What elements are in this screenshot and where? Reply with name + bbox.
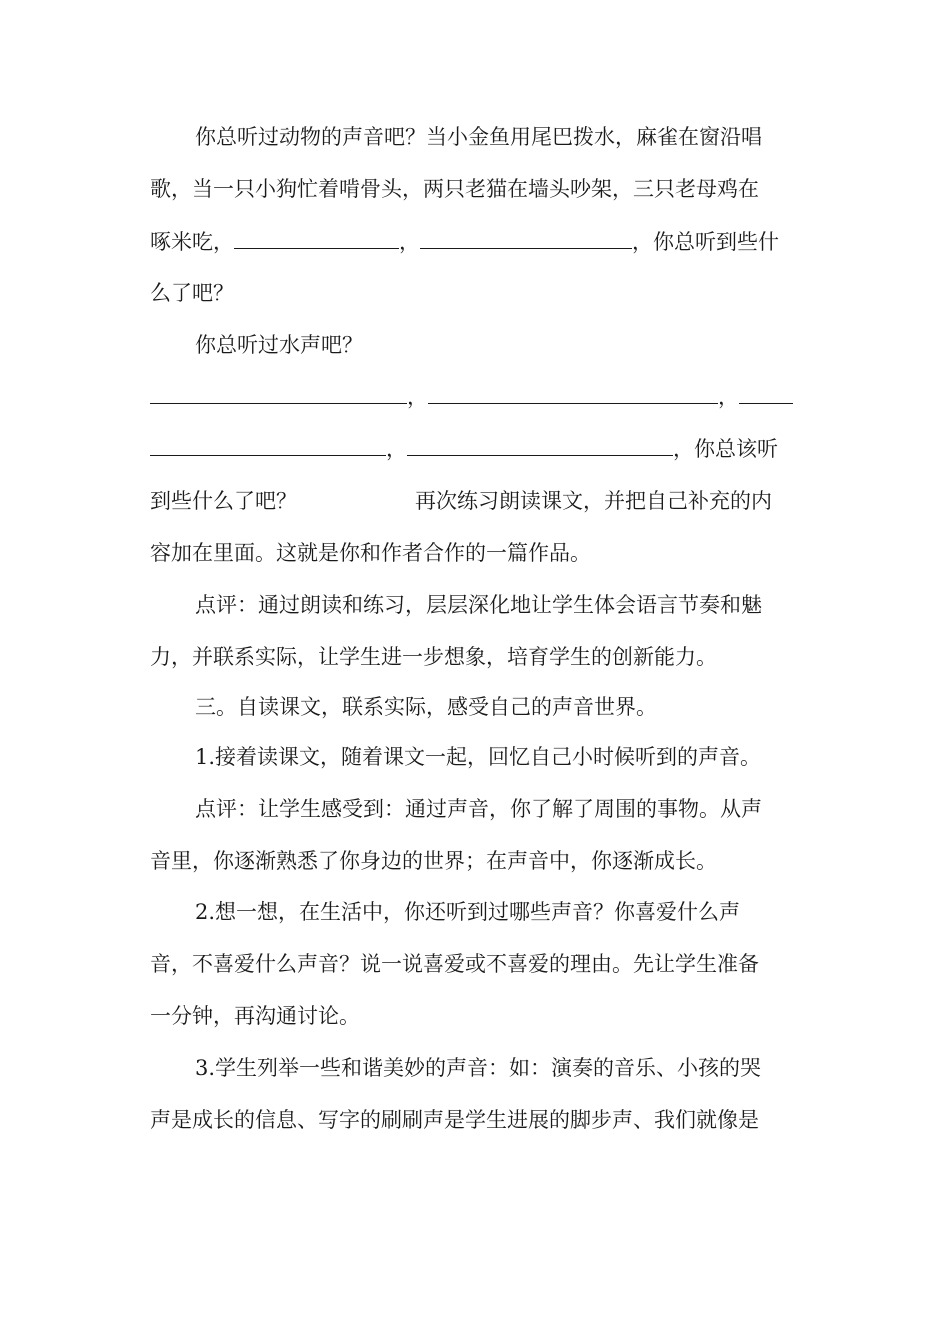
- fill-in-blank: [428, 383, 718, 404]
- text-run: 音，不喜爱什么声音？说一说喜爱或不喜爱的理由。先让学生准备: [150, 952, 759, 976]
- paragraph-line: [150, 1001, 800, 1031]
- text-run: 声是成长的信息、写字的刷刷声是学生进展的脚步声、我们就像是: [150, 1108, 759, 1132]
- paragraph-line: [195, 590, 800, 620]
- text-run: 点评：通过朗读和练习，层层深化地让学生体会语言节奏和魅: [195, 593, 762, 617]
- text-run: 音里，你逐渐熟悉了你身边的世界；在声音中，你逐渐成长。: [150, 849, 717, 873]
- text-run: ，: [718, 385, 739, 409]
- text-run: 么了吧？: [150, 281, 234, 305]
- fill-in-blank: [739, 383, 793, 404]
- text-run: 力，并联系实际，让学生进一步想象，培育学生的创新能力。: [150, 645, 717, 669]
- text-run: 1.接着读课文，随着课文一起，回忆自己小时候听到的声音。: [195, 745, 762, 769]
- text-run: 点评：让学生感受到：通过声音，你了解了周围的事物。从声: [195, 797, 762, 821]
- paragraph-line: [150, 278, 800, 308]
- text-run: 一分钟，再沟通讨论。: [150, 1004, 360, 1028]
- paragraph-line: [150, 382, 800, 412]
- text-run: 3.学生列举一些和谐美妙的声音：如：演奏的音乐、小孩的哭: [195, 1056, 762, 1080]
- text-run: ，你总该听: [673, 437, 778, 461]
- text-run: 啄米吃，: [150, 230, 234, 254]
- paragraph-line: [195, 330, 800, 360]
- fill-in-blank: [234, 228, 399, 249]
- paragraph-line: [195, 794, 800, 824]
- paragraph-line: [150, 538, 800, 568]
- fill-in-blank: [407, 435, 673, 456]
- paragraph-line: [150, 434, 800, 464]
- section-heading: [195, 692, 800, 722]
- paragraph-line: [195, 1053, 800, 1083]
- text-run: ，你总听到些什: [632, 230, 779, 254]
- paragraph-line: [150, 174, 800, 204]
- text-run: 歌，当一只小狗忙着啃骨头，两只老猫在墙头吵架，三只老母鸡在: [150, 177, 759, 201]
- paragraph-line: [150, 642, 800, 672]
- text-run: 你总听过动物的声音吧？当小金鱼用尾巴拨水，麻雀在窗沿唱: [195, 125, 762, 149]
- paragraph-line: [195, 122, 800, 152]
- text-run: 再次练习朗读课文，并把自己补充的内: [415, 489, 772, 513]
- text-run: 2.想一想，在生活中，你还听到过哪些声音？你喜爱什么声: [195, 900, 741, 924]
- paragraph-line: [195, 897, 800, 927]
- fill-in-blank: [150, 383, 407, 404]
- text-run: 容加在里面。这就是你和作者合作的一篇作品。: [150, 541, 591, 565]
- text-run: 你总听过水声吧？: [195, 333, 363, 357]
- text-run: 三。自读课文，联系实际，感受自己的声音世界。: [195, 695, 657, 719]
- paragraph-line: [150, 486, 800, 516]
- paragraph-line: [150, 846, 800, 876]
- text-run: ，: [407, 385, 428, 409]
- paragraph-line: [195, 742, 800, 772]
- paragraph-line: [150, 227, 800, 257]
- paragraph-line: [150, 1105, 800, 1135]
- text-run: ，: [386, 437, 407, 461]
- text-run: 到些什么了吧？: [150, 489, 297, 513]
- fill-in-blank: [420, 228, 632, 249]
- paragraph-line: [150, 949, 800, 979]
- text-run: ，: [399, 230, 420, 254]
- fill-in-blank: [150, 435, 386, 456]
